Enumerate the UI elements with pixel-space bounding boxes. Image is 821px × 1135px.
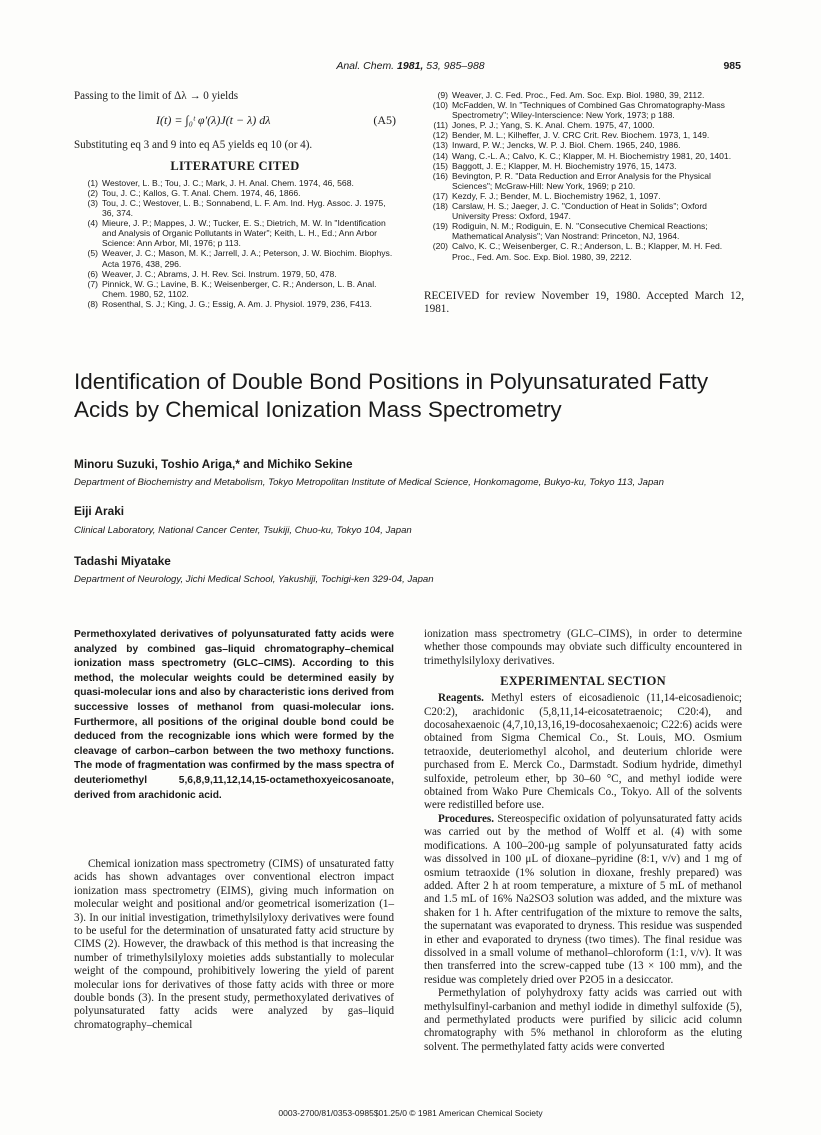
affiliation-3: Department of Neurology, Jichi Medical School, Yakushiji, Tochigi-ken 329-04, Japan (74, 574, 434, 585)
left-upper-column (74, 90, 396, 309)
reference-text: Tou, J. C.; Kallos, G. T. Anal. Chem. 1974, 46, 1866. (102, 187, 301, 198)
journal-year: 1981, (397, 60, 424, 72)
literature-cited-heading: LITERATURE CITED (170, 158, 300, 173)
reference-text: Baggott, J. E.; Klapper, M. H. Biochemistry 1976, 15, 1473. (452, 160, 677, 171)
reference-number: (6) (87, 268, 98, 279)
reference-number: (16) (432, 170, 448, 181)
reference-item (74, 269, 396, 279)
substituting-text: Substituting eq 3 and 9 into eq A5 yields eq 10 (or 4). (74, 139, 313, 152)
reference-number: (13) (432, 140, 448, 151)
reference-text: Pinnick, W. G.; Lavine, B. K.; Weisenberger, C. R.; Anderson, L. B. Anal. Chem. 1980, 52, 1102. (102, 278, 377, 299)
references-left (74, 178, 396, 309)
reference-text: Kezdy, F. J.; Bender, M. L. Biochemistry 1962, 1, 1097. (452, 190, 661, 201)
reference-number: (3) (87, 198, 98, 208)
reference-text: Mieure, J. P.; Mappes, J. W.; Tucker, E. S.; Dietrich, M. W. In "Identification and Analysis of Organic Pollutants in Water"; Keith, L. H., Ed.; Ann Arbor Science: Ann Arbor, MI, 1976; p 113. (102, 218, 386, 249)
abstract: Permethoxylated derivatives of polyunsaturated fatty acids were analyzed by combined gas–liquid chromatography–chemical ionization mass spectrometry (GLC–CIMS). According to this method, the molecular weights could be determined easily by quasi-molecular ions and also by characteristic ions derived from successive losses of methanol from quasi-molecular ions. Furthermore, all positions of the original double bond could be deduced from the recognizable ions which were formed by the cleavage of carbon–carbon between the two methoxy functions. The mode of fragmentation was confirmed by the mass spectra of deuteriomethyl 5,6,8,9,11,12,14,15-octamethoxyeicosanoate, derived from arachidonic acid. (74, 629, 394, 801)
reference-item (424, 161, 744, 171)
procedures-paragraph (424, 813, 742, 987)
intro-continuation: ionization mass spectrometry (GLC–CIMS), in order to determine whether those compounds may obviate such difficulty encountered in trimethylsilyloxy derivatives. (424, 628, 742, 667)
journal-volume: 53, (426, 60, 441, 72)
reagents-paragraph (424, 692, 742, 813)
reference-item (74, 279, 396, 299)
reference-text: Calvo, K. C.; Weisenberger, C. R.; Anderson, L. B.; Klapper, M. H. Fed. Proc., Fed. Am. Soc. Exp. Biol. 1980, 39, 2212. (452, 241, 723, 262)
equation-body: I(t) = ∫₀ᵗ φ′(λ)J(t − λ) dλ (156, 113, 271, 128)
reference-number: (20) (432, 241, 448, 252)
reference-number: (9) (437, 90, 448, 100)
reference-item (74, 198, 396, 218)
reference-text: Inward, P. W.; Jencks, W. P. J. Biol. Chem. 1965, 240, 1986. (452, 140, 681, 151)
reference-number: (4) (87, 218, 98, 229)
references-right (424, 90, 744, 262)
reference-item (424, 191, 744, 201)
equation-a5 (74, 109, 396, 135)
reference-item (424, 221, 744, 241)
reference-item (74, 188, 396, 198)
equation-label: (A5) (373, 113, 396, 128)
received-note: RECEIVED for review November 19, 1980. Accepted March 12, 1981. (424, 289, 744, 315)
reference-text: Rodiguin, N. M.; Rodiguin, E. N. "Consecutive Chemical Reactions; Mathematical Analysis"; Van Nostrand: Princeton, NJ, 1964. (452, 221, 708, 242)
reference-text: Weaver, J. C.; Abrams, J. H. Rev. Sci. Instrum. 1979, 50, 478. (102, 268, 337, 279)
page-number: 985 (723, 60, 741, 72)
reference-item (74, 299, 396, 309)
reference-item (424, 241, 744, 261)
procedures-text: Stereospecific oxidation of polyunsaturated fatty acids was carried out by the method of Wolff et al. (4) with some modifications. A 100–200-μg sample of polyunsaturated fatty acids was dissolved in 100 μL of dioxane–pyridine (8:1, v/v) and 1 mg of osmium tetraoxide (1% solution in dioxane, freshly prepared) was added. After 2 h at room temperature, a mixture of 5 mL of methanol and 1.5 mL of 16% Na2SO3 solution was added, and the mixture was shaken for 1 h. After centrifugation of the mixture to remove the salts, the supernatant was evaporated to dryness. This residue was suspended in ether and evaporated to dryness (two times). The final residue was dissolved in a small volume of methanol–chloroform (1:1, v/v). It was then transferred into the screw-capped tube (13 × 100 mm), and the residue was completely dried over P2O5 in a desiccator. (424, 812, 742, 986)
reference-number: (8) (87, 298, 98, 309)
reference-number: (17) (432, 190, 448, 201)
reference-number: (12) (432, 130, 448, 141)
reference-item (424, 100, 744, 120)
procedures-heading: Procedures. (438, 812, 494, 825)
affiliation-2: Clinical Laboratory, National Cancer Center, Tsukiji, Chuo-ku, Tokyo 104, Japan (74, 525, 412, 536)
reference-number: (11) (433, 120, 448, 131)
reference-text: Carslaw, H. S.; Jaeger, J. C. "Conduction of Heat in Solids"; Oxford University Press: Oxford, 1947. (452, 201, 707, 222)
copyright-footer: 0003-2700/81/0353-0985$01.25/0 © 1981 American Chemical Society (278, 1108, 543, 1118)
reference-text: Wang, C.-L. A.; Calvo, K. C.; Klapper, M. H. Biochemistry 1981, 20, 1401. (452, 150, 732, 161)
reference-number: (10) (432, 100, 448, 111)
article-title: Identification of Double Bond Positions in Polyunsaturated Fatty Acids by Chemical Ionization Mass Spectrometry (74, 369, 709, 422)
reference-item (424, 201, 744, 221)
reference-text: Rosenthal, S. J.; King, J. G.; Essig, A. Am. J. Physiol. 1979, 236, F413. (102, 298, 372, 309)
reference-text: Westover, L. B.; Tou, J. C.; Mark, J. H. Anal. Chem. 1974, 46, 568. (102, 177, 354, 188)
reference-item (424, 130, 744, 140)
journal-pages: 985–988 (443, 60, 485, 72)
right-upper-column (424, 90, 744, 316)
author-line-2: Eiji Araki (74, 504, 125, 518)
reference-number: (14) (432, 150, 448, 161)
reference-text: Bender, M. L.; Kilheffer, J. V. CRC Crit. Rev. Biochem. 1973, 1, 149. (452, 130, 710, 141)
reagents-text: Methyl esters of eicosadienoic (11,14-eicosadienoic; C20:2), arachidonic (5,8,11,14-eicosatetraenoic; C20:4), and docosahexaenoic (4,7,10,13,16,19-docosahexaenoic; C22:6) acids were obtained from Sigma Chemical Co., St. Louis, MO. Osmium tetraoxide, deuteriomethyl alcohol, and deuterium chloride were purchased from E. Merck Co., Darmstadt. Sodium hydride, dimethyl sulfoxide, petroleum ether, bp 30–60 °C, and methyl iodide were obtained from Wako Pure Chemicals Co., Tokyo. All of the solvents were redistilled before use. (424, 692, 742, 812)
reference-text: Jones, P. J.; Yang, S. K. Anal. Chem. 1975, 47, 1000. (452, 120, 655, 131)
reference-item (74, 218, 396, 248)
reference-number: (15) (432, 160, 448, 171)
reference-number: (5) (87, 248, 98, 259)
reference-number: (1) (87, 177, 98, 188)
reference-text: McFadden, W. In "Techniques of Combined Gas Chromatography-Mass Spectrometry"; Wiley-Interscience: New York, 1973; p 188. (452, 100, 725, 121)
journal-name: Anal. Chem. (336, 60, 395, 72)
permethylation-paragraph: Permethylation of polyhydroxy fatty acids was carried out with methylsulfinyl-carbanion and methyl iodide in dimethyl sulfoxide (5), and permethylated products were purified by silicic acid column chromatography with 5% methanol in chloroform as the eluting solvent. The permethylated fatty acids were converted (424, 987, 742, 1053)
reference-text: Weaver, J. C.; Mason, M. K.; Jarrell, J. A.; Peterson, J. W. Biochim. Biophys. Acta 1976, 438, 296. (102, 248, 393, 269)
reference-item (424, 120, 744, 130)
reference-item (424, 90, 744, 100)
experimental-heading: EXPERIMENTAL SECTION (500, 674, 666, 689)
author-line-3: Tadashi Miyatake (74, 554, 171, 568)
reagents-heading: Reagents. (438, 692, 484, 705)
reference-number: (18) (432, 201, 448, 212)
right-lower-column (424, 628, 742, 1054)
author-line-1: Minoru Suzuki, Toshio Ariga,* and Michiko Sekine (74, 457, 353, 471)
reference-text: Tou, J. C.; Westover, L. B.; Sonnabend, L. F. Am. Ind. Hyg. Assoc. J. 1975, 36, 374. (102, 198, 386, 219)
reference-text: Weaver, J. C. Fed. Proc., Fed. Am. Soc. Exp. Biol. 1980, 39, 2112. (452, 90, 705, 100)
reference-text: Bevington, P. R. "Data Reduction and Error Analysis for the Physical Sciences"; McGraw-Hill: New York, 1969; p 210. (452, 170, 711, 191)
reference-item (74, 178, 396, 188)
reference-item (74, 248, 396, 268)
reference-item (424, 171, 744, 191)
reference-item (424, 140, 744, 150)
reference-number: (2) (87, 187, 98, 198)
introduction-paragraph: Chemical ionization mass spectrometry (CIMS) of unsaturated fatty acids has shown advantages over conventional electron impact ionization mass spectrometry (EIMS), giving much information on molecular weight and positional and/or geometrical isomerization (1–3). In our initial investigation, trimethylsilyloxy derivatives were found to be useful for the determination of unsaturated fatty acid structure by CIMS (2). However, the drawback of this method is that increasing the number of trimethylsilyloxy moieties adds substantially to molecular weight of the compound, prohibitively lowering the yield of parent molecular ions for derivatives of those fatty acids with three or more double bonds (3). In the present study, permethoxylated derivatives of polyunsaturated fatty acids were analyzed by gas–liquid chromatography–chemical (74, 858, 394, 1031)
reference-number: (7) (87, 278, 98, 289)
reference-item (424, 151, 744, 161)
passing-text: Passing to the limit of Δλ → 0 yields (74, 90, 239, 102)
reference-number: (19) (432, 221, 448, 232)
affiliation-1: Department of Biochemistry and Metabolism, Tokyo Metropolitan Institute of Medical Science, Honkomagome, Bukyo-ku, Tokyo 113, Japan (74, 477, 664, 488)
